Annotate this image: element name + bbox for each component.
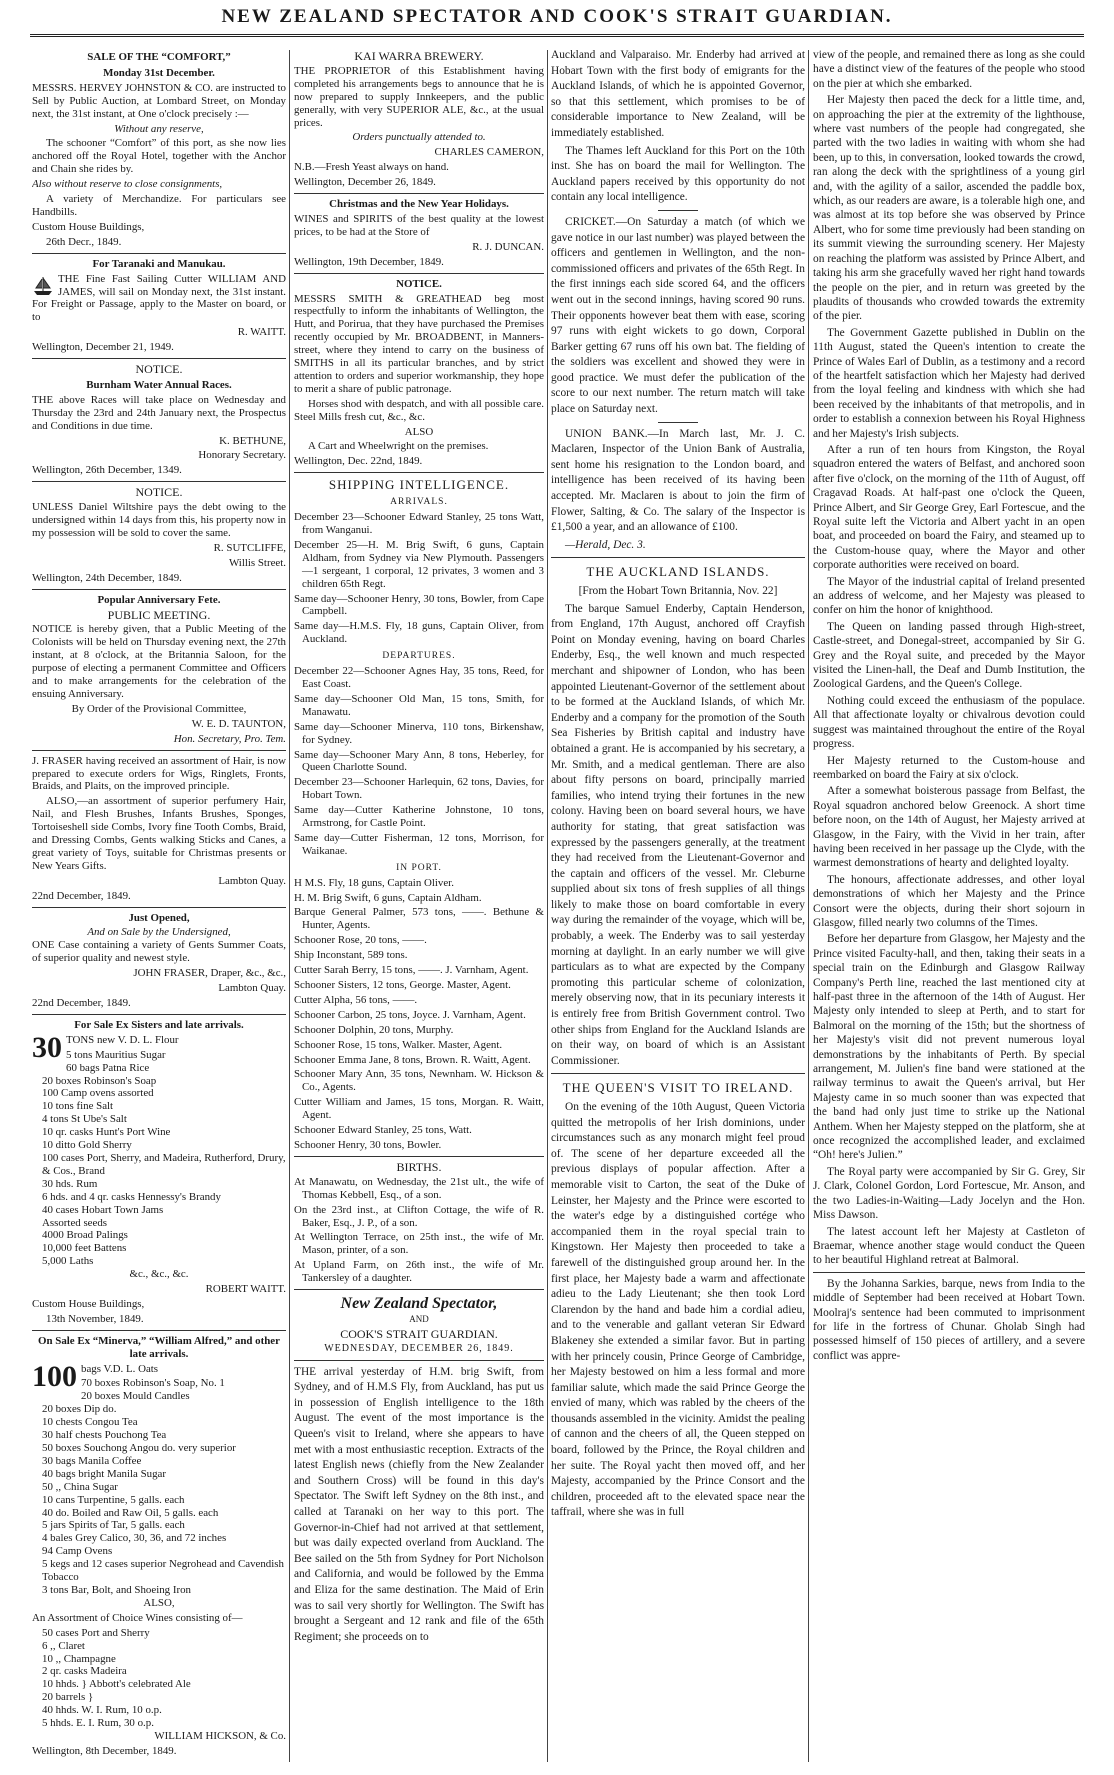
divider — [658, 422, 698, 423]
in-port-entry: Schooner Edward Stanley, 25 tons, Watt. — [294, 1124, 472, 1137]
wine-item: 10 ,, Champagne — [42, 1652, 116, 1665]
advert-date: 22nd December, 1849. — [32, 997, 131, 1009]
article-text: The Queen on landing passed through High-street, Castle-street, and Donegal-street, accompanied by Sir G. Grey and the Royal suite, and preceded by the Mayor visited the Linen-hall, the Deaf and Dumb Institution, the Zoological Gardens, and the Queen's College. — [813, 620, 1085, 691]
wine-item: 10 hhds. } Abbott's celebrated Ale — [42, 1678, 191, 1691]
column-1 — [32, 48, 286, 1766]
wine-item: 20 barrels } — [42, 1691, 94, 1704]
article-text: Auckland and Valparaiso. Mr. Enderby had arrived at Hobart Town with the first body of emigrants for the Auckland Islands, of which he is appointed Governor, so that this settlement, which promises to be of considerable importance to New Zealand, will be immediately established. — [551, 49, 805, 139]
article-source: [From the Hobart Town Britannia, Nov. 22] — [578, 585, 778, 597]
advert-date: 26th Decr., 1849. — [46, 235, 122, 248]
advert-signature: JOHN FRASER, Draper, &c., &c., — [133, 967, 286, 980]
arrival-entry: December 25—H. M. Brig Swift, 6 guns, Captain Aldham, from Sydney via New Plymouth. Passengers—1 sergeant, 1 corporal, 12 privates, 3 women and 3 children 65th Regt. — [294, 538, 544, 590]
article-text: Nothing could exceed the enthusiasm of the populace. All that affectionate loyalty or chivalrous devotion could suggest was maintained throughout the entire of the Royal progress. — [813, 694, 1085, 751]
departure-entry: Same day—Cutter Fisherman, 12 tons, Morrison, for Waikanae. — [294, 831, 544, 857]
advert-title: For Sale Ex Sisters and late arrivals. — [74, 1018, 244, 1031]
births-list — [294, 1176, 544, 1285]
in-port-entry: Schooner Emma Jane, 8 tons, Brown. R. Waitt, Agent. — [294, 1053, 531, 1066]
advert-body: THE PROPRIETOR of this Establishment having completed his arrangements begs to announce that he is now prepared to supply Innkeepers, and the public generally, with very SUPERIOR ALE, &c., at the usual prices. — [294, 64, 544, 129]
advert-body: J. FRASER having received an assortment of Hair, is now prepared to execute orders for Wigs, Ringlets, Fronts, Braids, and Plaits, on the improved principle. — [32, 754, 286, 793]
goods-item: 20 boxes Mould Candles — [81, 1390, 190, 1403]
advert-place: Lambton Quay. — [218, 982, 286, 995]
advert-line: Also without reserve to close consignments, — [32, 178, 223, 191]
advert-date: Wellington, Dec. 22nd, 1849. — [294, 455, 423, 468]
goods-item: Assorted seeds — [42, 1216, 108, 1229]
goods-item: 6 hds. and 4 qr. casks Hennessy's Brandy — [42, 1190, 221, 1203]
ship-icon — [32, 275, 54, 297]
goods-item: 70 boxes Robinson's Soap, No. 1 — [81, 1377, 225, 1390]
divider — [32, 358, 286, 359]
advert-body: A variety of Merchandize. For particulars see Handbills. — [32, 193, 286, 218]
wine-item: 50 cases Port and Sherry — [42, 1626, 150, 1639]
births — [294, 1161, 544, 1285]
divider — [813, 1272, 1085, 1273]
departure-entry: Same day—Schooner Mary Ann, 8 tons, Heberley, for Queen Charlotte Sound. — [294, 748, 544, 774]
wine-item: 2 qr. casks Madeira — [42, 1665, 127, 1678]
advert-also: ALSO — [404, 425, 434, 438]
article-text: The latest account left her Majesty at Castleton of Braemar, whence another stage would conduct the Queen to her beautiful Highland retreat at Balmoral. — [813, 1225, 1085, 1267]
divider — [294, 193, 544, 194]
advert-title: Popular Anniversary Fete. — [97, 593, 221, 606]
goods-item: 4 tons St Ube's Salt — [42, 1113, 127, 1126]
advert-body: NOTICE is hereby given, that a Public Meeting of the Colonists will be held on Thursday evening next, the 27th instant, at 8 o'clock, at the Britannia Saloon, for the purpose of electing a permanent Committee and Officers and to make arrangements for the celebration of the ensuing Anniversary. — [32, 623, 286, 700]
wine-item: 40 hhds. W. I. Rum, 10 o.p. — [42, 1704, 162, 1717]
advert-signature: R. WAITT. — [237, 326, 286, 339]
advert-body: The schooner “Comfort” of this port, as she now lies anchored off the Royal Hotel, together with the Anchor and Chain she rides by. — [32, 137, 286, 176]
in-port-entry: H. M. Brig Swift, 6 guns, Captain Aldham. — [294, 891, 482, 904]
departure-entry: December 23—Schooner Harlequin, 62 tons, Davies, for Hobart Town. — [294, 776, 544, 802]
goods-item: 50 ,, China Sugar — [42, 1480, 118, 1493]
goods-item: 40 do. Boiled and Raw Oil, 5 galls. each — [42, 1506, 219, 1519]
india-news-article: By the Johanna Sarkies, barque, news from India to the middle of September had been received at Hobart Town. Moolraj's sentence had been commuted to imprisonment for life in the fortress of Chunar. Gholab Singh had possessed himself of 150 pieces of artillery, and a severe conflict was appre- — [813, 1277, 1085, 1362]
advert-sisters-sale — [32, 1019, 286, 1326]
goods-item: 30 half chests Pouchong Tea — [42, 1429, 167, 1442]
advert-fraser-hair — [32, 755, 286, 903]
goods-item: 5,000 Laths — [42, 1255, 94, 1268]
advert-quantity: 100 — [32, 1359, 77, 1393]
advert-date: Wellington, 19th December, 1849. — [294, 255, 444, 268]
advert-just-opened — [32, 912, 286, 1010]
advert-role: Honorary Secretary. — [198, 449, 286, 462]
arrivals-list — [294, 511, 544, 646]
in-port-entry: Schooner Rose, 20 tons, ——. — [294, 934, 427, 947]
paper-date: WEDNESDAY, DECEMBER 26, 1849. — [324, 1342, 514, 1354]
advert-signature: W. E. D. TAUNTON, — [191, 717, 286, 730]
advert-signature: ROBERT WAITT. — [205, 1283, 286, 1296]
article-text: After a somewhat boisterous passage from Belfast, the Royal squadron anchored below Greenock. A short time before noon, on the 14th of August, her Majesty arrived at Glasgow, in the Fairy, with the Vivid in her train, after having been received in her passage up the Clyde, with the warmest demonstrations of hearty and delighted loyalty. — [813, 785, 1085, 870]
advert-title: NOTICE. — [396, 277, 442, 290]
goods-item: 3 tons Bar, Bolt, and Shoeing Iron — [42, 1583, 191, 1596]
advert-subtitle: PUBLIC MEETING. — [107, 607, 211, 622]
in-port-entry: H M.S. Fly, 18 guns, Captain Oliver. — [294, 876, 454, 889]
birth-entry: On the 23rd inst., at Clifton Cottage, the wife of R. Baker, Esq., J. P., of a son. — [294, 1203, 544, 1229]
advert-date: Wellington, 8th December, 1849. — [32, 1744, 177, 1757]
advert-title: Just Opened, — [128, 911, 190, 924]
divider — [32, 481, 286, 482]
advert-races-notice — [32, 363, 286, 477]
masthead: NEW ZEALAND SPECTATOR AND COOK'S STRAIT GUARDIAN. — [30, 6, 1084, 37]
article-title: THE AUCKLAND ISLANDS. — [586, 564, 770, 580]
goods-item: 10 tons fine Salt — [42, 1100, 114, 1113]
advert-etc: &c., &c., &c. — [129, 1268, 189, 1281]
divider — [32, 589, 286, 590]
in-port-entry: Schooner Mary Ann, 35 tons, Newnham. W. Hickson & Co., Agents. — [294, 1068, 544, 1094]
advert-signature: WILLIAM HICKSON, & Co. — [154, 1729, 286, 1742]
paper-name: New Zealand Spectator, — [340, 1295, 498, 1313]
advert-title: NOTICE. — [135, 362, 183, 377]
goods-item: 20 boxes Dip do. — [42, 1403, 117, 1416]
wines-list — [32, 1627, 286, 1730]
advert-signature: K. BETHUNE, — [219, 434, 286, 447]
article-text: The Royal party were accompanied by Sir G. Grey, Sir J. Clark, Colonel Gordon, Lord Fortescue, Mr. Anson, and the two Ladies-in-Waiting—Lady Jocelyn and the Hon. Miss Dawson. — [813, 1165, 1085, 1222]
paper-and: AND — [409, 1313, 429, 1324]
in-port-entry: Cutter William and James, 15 tons, Morgan. R. Waitt, Agent. — [294, 1096, 544, 1122]
goods-item: 10 qr. casks Hunt's Port Wine — [42, 1126, 171, 1139]
advert-body: WINES and SPIRITS of the best quality at the lowest prices, to be had at the Store of — [294, 212, 544, 238]
goods-item: 40 cases Hobart Town Jams — [42, 1203, 164, 1216]
goods-item: 5 tons Mauritius Sugar — [66, 1048, 166, 1061]
advert-also: ALSO, — [143, 1596, 175, 1609]
goods-item: 10,000 feet Battens — [42, 1242, 127, 1255]
article-text: view of the people, and remained there as long as she could have a distinct view of the features of the people who stood on the pier at which she embarked. — [813, 49, 1085, 90]
goods-item: 10 cans Turpentine, 5 galls. each — [42, 1493, 185, 1506]
advert-title: For Taranaki and Manukau. — [92, 257, 226, 270]
goods-item: 10 ditto Gold Sherry — [42, 1139, 132, 1152]
column-4 — [813, 48, 1085, 1766]
in-port-entry: Barque General Palmer, 573 tons, ——. Bethune & Hunter, Agents. — [294, 906, 544, 932]
advert-body: THE above Races will take place on Wednesday and Thursday the 23rd and 24th January next, the Prospectus and Conditions in due time. — [32, 393, 286, 432]
in-port-entry: Cutter Sarah Berry, 15 tons, ——. J. Varnham, Agent. — [294, 964, 529, 977]
advert-holidays — [294, 198, 544, 269]
advert-body: THE Fine Fast Sailing Cutter WILLIAM AND JAMES, will sail on Monday next, the 31st instant. For Freight or Passage, apply to the Master on board, or to — [32, 272, 286, 324]
section-subtitle: IN PORT. — [396, 862, 442, 873]
advert-signature: R. J. DUNCAN. — [472, 240, 544, 253]
column-2 — [294, 48, 544, 1766]
goods-item: 20 boxes Robinson's Soap — [42, 1074, 157, 1087]
advert-address: Custom House Buildings, — [32, 220, 145, 233]
in-port-list — [294, 877, 544, 1152]
arrival-entry: Same day—Schooner Henry, 30 tons, Bowler, from Cape Campbell. — [294, 592, 544, 618]
goods-item: 94 Camp Ovens — [42, 1545, 113, 1558]
goods-item: 5 jars Spirits of Tar, 5 galls. each — [42, 1519, 185, 1532]
advert-subtitle: Burnham Water Annual Races. — [86, 378, 232, 391]
birth-entry: At Upland Farm, on 26th inst., the wife of Mr. Tankersley of a daughter. — [294, 1259, 544, 1285]
advert-body: ONE Case containing a variety of Gents Summer Coats, of superior quality and newest style. — [32, 939, 286, 965]
advert-place: Willis Street. — [228, 556, 286, 569]
departure-entry: Same day—Schooner Minerva, 110 tons, Birkenshaw, for Sydney. — [294, 720, 544, 746]
advert-smiths-notice — [294, 278, 544, 469]
advert-body: UNLESS Daniel Wiltshire pays the debt owing to the undersigned within 14 days from this, his property now in my possession will be sold to cover the same. — [32, 501, 286, 539]
divider — [32, 1330, 286, 1331]
goods-item: 5 kegs and 12 cases superior Negrohead and Cavendish Tobacco — [42, 1558, 284, 1584]
advert-subtitle: Monday 31st December. — [103, 66, 215, 79]
advert-comfort-sale — [32, 51, 286, 249]
advert-title: On Sale Ex “Minerva,” “William Alfred,” and other late arrivals. — [38, 1334, 280, 1360]
advert-debt-notice — [32, 486, 286, 584]
advert-body: ALSO,—an assortment of superior perfumery Hair, Nail, and Flesh Brushes, Infants Brushes, Sponges, Tortoiseshell side Combs, Ivory fine Tooth Combs, Braid, and Dressing Combs, Gents walking Sticks and Canes, a great variety of Toys, suitable for Christmas presents or New Years Gifts. — [32, 795, 286, 872]
article-text: The Thames left Auckland for this Port on the 10th inst. She has on board the mail for Wellington. The Auckland papers received by this opportunity do not contain any local intelligence. — [551, 144, 805, 204]
divider — [658, 210, 698, 211]
advert-date: 22nd December, 1849. — [32, 889, 131, 902]
advert-line: Without any reserve, — [114, 122, 204, 135]
divider — [294, 1156, 544, 1157]
advert-title: NOTICE. — [135, 485, 183, 500]
advert-title: SALE OF THE “COMFORT,” — [87, 51, 231, 63]
article-source: —Herald, Dec. 3. — [565, 538, 646, 551]
section-subtitle: DEPARTURES. — [382, 651, 456, 662]
advert-date: 13th November, 1849. — [46, 1312, 144, 1325]
article-text: Before her departure from Glasgow, her Majesty and the Prince visited Faculty-hall, and then, taking their seats in a special train on the Edinburgh and Glasgow Railway Company's Perth line, reached the last mentioned city at half-past three in the afternoon of the 14th of August. Her Majesty only intended to sleep at Perth, and to start for Balmoral on the morning of the 15th; but the shortness of her Majesty's visit did not prevent numerous loyal demonstrations by the inhabitants of Perth. By special arrangement, M. Julien's fine band were stationed at the railway terminus to await the Queen's arrival, but Her Majesty came in so much sooner than was expected that the band had only just time to strike up the National Anthem. When her Majesty stepped on the platform, she at once recognized the accomplished leader, and exclaimed “Oh! here's Julien.” — [813, 933, 1085, 1162]
divider — [551, 557, 805, 558]
section-title: SHIPPING INTELLIGENCE. — [328, 477, 510, 493]
arrival-entry: Same day—H.M.S. Fly, 18 guns, Captain Oliver, from Auckland. — [294, 620, 544, 646]
advert-line: By Order of the Provisional Committee, — [71, 702, 247, 715]
advert-quantity: 30 — [32, 1030, 62, 1064]
divider — [294, 273, 544, 274]
paper-subtitle: COOK'S STRAIT GUARDIAN. — [340, 1326, 498, 1341]
advert-body: MESSRS. HERVEY JOHNSTON & CO. are instructed to Sell by Public Auction, at Lombard Street, on Monday next, the 31st instant, at One o'clock precisely :— — [32, 81, 286, 120]
divider — [551, 1073, 805, 1074]
article-text: The Mayor of the industrial capital of Ireland presented an address of welcome, and her Majesty was pleased to confer on him the honor of knighthood. — [813, 575, 1085, 617]
article-text: Her Majesty then paced the deck for a little time, and, on approaching the pier at the extremity of the lighthouse, where vast numbers of the people had congregated, she parted with the two ladies in waiting with whom she had been, up to this, in conversation, looked towards the crowd, ran along the deck with the sprightliness of a young girl and, with the agility of a sailor, ascended the paddle box, which, as our readers are aware, is a tolerable high one, and was almost at its top before she was observed by Prince Albert, who for some time previously had been standing on its summit viewing the surrounding scenery. Her Majesty on reaching the platform was assisted by Prince Albert, and taking his arm she gracefully waved her right hand towards the people on the pier, and in return was greeted by the plaudits of thousands who crowded towards the extremity of the pier. — [813, 94, 1085, 323]
departure-entry: Same day—Schooner Old Man, 15 tons, Smith, for Manawatu. — [294, 692, 544, 718]
advert-lead: TONS new V. D. L. Flour — [66, 1033, 179, 1046]
advert-signature: R. SUTCLIFFE, — [213, 541, 286, 554]
advert-body: Horses shod with despatch, and with all possible care. Steel Mills fresh cut, &c., &c. — [294, 397, 544, 423]
departure-entry: December 22—Schooner Agnes Hay, 35 tons, Reed, for East Coast. — [294, 665, 544, 690]
advert-line: Orders punctually attended to. — [352, 131, 486, 144]
divider — [32, 750, 286, 751]
advert-place: Lambton Quay. — [218, 874, 286, 887]
article-text: After a run of ten hours from Kingston, the Royal squadron entered the waters of Belfast, and anchored soon after five o'clock, on the morning of the 11th of August, off Cragavad Roads. At half-past one o'clock the Queen, Prince Albert, and Sir George Grey, Earl Fortescue, and the Royal suite left the Victoria and Albert yacht in an open boat, and proceeded on board the Fairy, and steamed up to the Custom-house quay, where the Mayor and other corporate authorities were received on board. — [813, 443, 1085, 572]
goods-item: 100 cases Port, Sherry, and Madeira, Rutherford, Drury, & Cos., Brand — [42, 1151, 286, 1177]
goods-item: 60 bags Patna Rice — [66, 1061, 150, 1074]
article-title: THE QUEEN'S VISIT TO IRELAND. — [562, 1080, 794, 1096]
in-port-entry: Cutter Alpha, 56 tons, ——. — [294, 993, 418, 1006]
paper-title-block — [294, 1295, 544, 1356]
article-text: Her Majesty returned to the Custom-house and reembarked on board the Fairy at six o'clock. — [813, 754, 1085, 781]
advert-lead: bags V.D. L. Oats — [81, 1362, 159, 1375]
section-title: BIRTHS. — [396, 1159, 442, 1174]
article-text: The honours, affectionate addresses, and other loyal demonstrations of which her Majesty and the Prince Consort were the objects, during their short sojourn in Glasgow, filled nearly two columns of the Times. — [813, 873, 1085, 929]
queen-visit-article: On the evening of the 10th August, Queen Victoria quitted the metropolis of her Irish dominions, under circumstances such as any monarch might feel proud of. The scene of her departure exceeded all the previous displays of popular affection. After a memorable visit to Carton, the seat of the Duke of Leinster, her Majesty and the Prince were escorted to the water's edge by a distinguished cortége who accompanied them in the royal special train to Kingstown. Her Majesty then proceeded to take a farewell of the distinguished group around her. In the first place, her Majesty bade a warm and affectionate adieu to the Lady Lieutenant; she then took Lord Clarendon by the hand and bade him a cordial adieu, and to the venerable and gallant veteran Sir Edward Blakeney she extended a similar favor. But in parting with her princely cousin, Prince George of Cambridge, her Majesty bestowed on him a less formal and more familiar salute, which made the said Prince George the envied of many, which was rabled by the cheers of the thousands assembled in the vicinity. Amidst the pealing of cannon and the cheers of all, the Queen stepped on board, followed by the Prince, the Royal children and her suite. The Royal yacht then moved off, and her Majesty, accompanied by the Prince Consort and the children, proceeded aft to the elevated space near the taffrail, where she was in full — [551, 1101, 805, 1519]
in-port-entry: Schooner Carbon, 25 tons, Joyce. J. Varnham, Agent. — [294, 1008, 526, 1021]
in-port-entry: Schooner Dolphin, 20 tons, Murphy. — [294, 1023, 454, 1036]
advert-minerva-sale — [32, 1335, 286, 1758]
goods-item: 4000 Broad Palings — [42, 1229, 128, 1242]
auckland-islands-article: The barque Samuel Enderby, Captain Henderson, from England, 17th August, anchored off Crayfish Point on Monday evening, having on board Charles Enderby, Esq., the well known and much respected merchant and shipowner of London, who has been appointed Lieutenant-Governor of the settlement about to be formed at the Auckland Islands, of which Mr. Enderby and a company for the promotion of the South Sea Fisheries by British capital and industry have obtained a grant. He is accompanied by his secretary, a Mr. Smith, and a medical gentleman. There are also about fifty persons on board, principally married families, who intend trying their fortunes in the new colony. Having been on board several hours, we have authority for stating, that great satisfaction was expressed by the passengers generally, at the treatment they had received from the Lieutenant-Governor and the captain and officers of the vessel. Mr. Cleburne supplied about six tons of fresh supplies of all things likely to make those on board comfortable in every way during the remainder of the voyage, which will be, probably, a week. The Enderby was to sail yesterday morning at daylight. In an early number we will give particulars as to what are expected by the Company promoting this particular scheme of colonization, merely observing now, that in its pecuniary interests it is entirely free from British Government control. Two other ships from England for the Auckland Islands are on their way, on board of which is an Assistant Commissioner. — [551, 602, 805, 1067]
divider — [32, 253, 286, 254]
birth-entry: At Wellington Terrace, on 25th inst., the wife of Mr. Mason, printer, of a son. — [294, 1231, 544, 1257]
advert-date: Wellington, 26th December, 1349. — [32, 464, 182, 477]
union-bank-article: UNION BANK.—In March last, Mr. J. C. Maclaren, Inspector of the Union Bank of Australia, sent home his resignation to the London board, and intelligence has been received of its having been accepted. Mr. Maclaren is about to join the firm of Flower, Salting, & Co. The salary of the Inspector is £1,500 a year, and an allowance of £100. — [551, 427, 805, 534]
in-port-entry: Schooner Henry, 30 tons, Bowler. — [294, 1138, 442, 1151]
goods-item: 30 hds. Rum — [42, 1177, 98, 1190]
in-port-entry: Schooner Sisters, 12 tons, George. Master, Agent. — [294, 979, 511, 991]
editorial-text: THE arrival yesterday of H.M. brig Swift, from Sydney, and of H.M.S Fly, from Auckland, has put us in possession of English intelligence to the 18th August. The event of the most importance is the Queen's visit to Ireland, where she appears to have met with a most enthusiastic reception. Extracts of the latest English news (chiefly from the New Zealander and Southern Cross) will be found in this day's Spectator. The Swift left Sydney on the 8th inst., and called at Taranaki on her way to this port. The Governor-in-Chief had not arrived at that settlement, but was daily expected overland from Auckland. The Bee sailed on the 5th from Sydney for Port Nicholson and California, and would be followed by the Emma and Eliza for the same destination. The Maid of Erin was to sail very shortly for Wellington. The Swift has brought a Sergeant and 12 rank and file of the 65th Regiment; she proceeds on to — [294, 1365, 544, 1643]
advert-brewery — [294, 50, 544, 189]
birth-entry: At Manawatu, on Wednesday, the 21st ult., the wife of Thomas Kebbell, Esq., of a son. — [294, 1175, 544, 1201]
shipping-intelligence — [294, 479, 544, 1152]
advert-title: Christmas and the New Year Holidays. — [329, 198, 509, 211]
departures-list — [294, 665, 544, 858]
cricket-article: CRICKET.—On Saturday a match (of which we gave notice in our last number) was played between the officers and gentlemen in Wellington, and the non-commissioned officers and privates of the 65th Regt. In the first innings each side scored 64, and the officers went out in the second innings, having scored 90 runs. Their opponents however beat them with ease, scoring 97 runs with eight wickets to go down, Corporal Barker getting 67 runs off his own bat. The fielding of the soldiers was excellent and showed they were in good practice. We must defer the publication of the score to our next number. The return match will take place on Saturday next. — [551, 215, 805, 416]
goods-item: 4 bales Grey Calico, 30, 36, and 72 inches — [42, 1532, 227, 1545]
divider — [294, 1289, 544, 1290]
goods-item: 50 boxes Souchong Angou do. very superior — [42, 1442, 236, 1454]
advert-body: A Cart and Wheelwright on the premises. — [308, 440, 489, 453]
divider — [294, 472, 544, 473]
goods-list — [32, 1049, 286, 1268]
departure-entry: Same day—Cutter Katherine Johnstone, 10 tons, Armstrong, for Castle Point. — [294, 804, 544, 830]
article-text: The Government Gazette published in Dublin on the 11th August, stated the Queen's intention to create the Prince of Wales Earl of Dublin, as a testimony and a record of the heartfelt satisfaction which her Majesty had derived from the loyal feeling and kindness with which she had been received by the inhabitants of that metropolis, and in order to establish a connexion between his Royal Highness and her Majesty's Irish subjects. — [813, 326, 1085, 440]
wine-item: 5 hhds. E. I. Rum, 30 o.p. — [42, 1717, 154, 1730]
advert-body: MESSRS SMITH & GREATHEAD beg most respectfully to inform the inhabitants of Wellington, the Hutt, and Porirua, that they have purchased the Premises recently occupied by Mr. BROADBENT, in Manners-street, where they intend to carry on the business of SMITHS in all its particular branches, and by strict attention to orders and superior workmanship, they hope to merit a share of public patronage. — [294, 292, 544, 395]
goods-item: 100 Camp ovens assorted — [42, 1087, 154, 1100]
advert-address: Custom House Buildings, — [32, 1297, 145, 1310]
advert-subtitle: And on Sale by the Undersigned, — [87, 926, 231, 939]
advert-date: Wellington, 24th December, 1849. — [32, 571, 182, 584]
column-rule — [547, 50, 548, 1762]
advert-line: An Assortment of Choice Wines consisting of— — [32, 1611, 243, 1624]
advert-title: KAI WARRA BREWERY. — [354, 49, 484, 63]
advert-date: Wellington, December 21, 1949. — [32, 341, 174, 354]
advert-taranaki — [32, 258, 286, 354]
advert-note: N.B.—Fresh Yeast always on hand. — [294, 161, 449, 174]
advert-public-meeting — [32, 594, 286, 746]
goods-item: 10 chests Congou Tea — [42, 1416, 138, 1429]
in-port-entry: Ship Inconstant, 589 tons. — [294, 949, 408, 962]
advert-signature: CHARLES CAMERON, — [434, 146, 544, 159]
divider — [294, 1360, 544, 1361]
advert-role: Hon. Secretary, Pro. Tem. — [173, 732, 286, 745]
goods-list — [32, 1377, 286, 1596]
goods-item: 40 bags bright Manila Sugar — [42, 1467, 167, 1480]
section-subtitle: ARRIVALS. — [390, 497, 448, 508]
column-rule — [289, 50, 290, 1762]
divider — [32, 1014, 286, 1015]
divider — [32, 907, 286, 908]
wine-item: 6 ,, Claret — [42, 1639, 85, 1652]
column-rule — [808, 50, 809, 1762]
goods-item: 30 bags Manila Coffee — [42, 1454, 142, 1467]
column-3 — [551, 48, 805, 1766]
arrival-entry: December 23—Schooner Edward Stanley, 25 tons Watt, from Wanganui. — [294, 511, 544, 536]
in-port-entry: Schooner Rose, 15 tons, Walker. Master, Agent. — [294, 1038, 503, 1051]
advert-date: Wellington, December 26, 1849. — [294, 176, 436, 189]
